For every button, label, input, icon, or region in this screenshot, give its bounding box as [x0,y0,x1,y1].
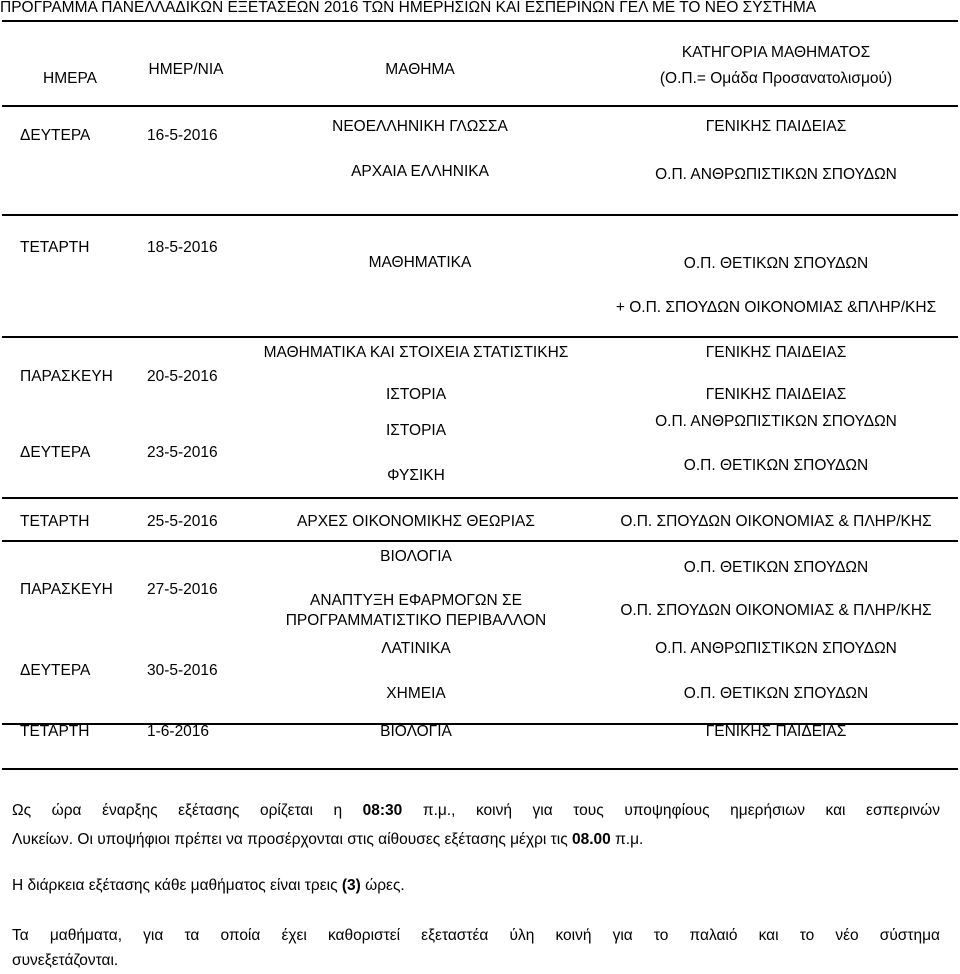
note-p1-time2: 08.00 [572,831,611,848]
r3-date2: 23-5-2016 [147,444,218,461]
note-p2-a: Η διάρκεια εξέτασης κάθε μαθήματος είναι τρεις [12,877,342,894]
r5-day2: ΔΕΥΤΕΡΑ [20,662,91,679]
note-paragraph3-line1: Τα μαθήματα, για τα οποία έχει καθοριστεί εξεταστέα ύλη κοινή για το παλαιό και το νέο σύστημα [12,927,940,944]
r5-date1: 27-5-2016 [147,581,218,598]
r5-day1: ΠΑΡΑΣΚΕΥΗ [20,581,113,598]
exam-schedule-table [0,20,960,782]
note-paragraph3-line2: συνεξετάζονται. [12,952,119,969]
r1-category1: ΓΕΝΙΚΗΣ ΠΑΙΔΕΙΑΣ [705,118,847,135]
note-paragraph2 [12,874,940,897]
table-header-rule [2,105,958,107]
r3-category4: Ο.Π. ΘΕΤΙΚΩΝ ΣΠΟΥΔΩΝ [683,457,869,474]
r4-day: ΤΕΤΑΡΤΗ [20,513,90,530]
note-paragraph1-line2 [12,828,940,851]
r5-subject1: ΒΙΟΛΟΓΙΑ [380,548,452,565]
note-p1-b: π.μ., κοινή για τους υποψηφίους ημερήσιων και εσπερινών [402,802,940,819]
r3-category3: Ο.Π. ΑΝΘΡΩΠΙΣΤΙΚΩΝ ΣΠΟΥΔΩΝ [655,413,897,430]
note-p2-b: ώρες. [360,877,405,894]
r1-day: ΔΕΥΤΕΡΑ [20,127,91,144]
r2-category2: + Ο.Π. ΣΠΟΥΔΩΝ ΟΙΚΟΝΟΜΙΑΣ &ΠΛΗΡ/ΚΗΣ [615,299,937,316]
r1-category2: Ο.Π. ΑΝΘΡΩΠΙΣΤΙΚΩΝ ΣΠΟΥΔΩΝ [655,166,897,183]
r5-category3: Ο.Π. ΑΝΘΡΩΠΙΣΤΙΚΩΝ ΣΠΟΥΔΩΝ [655,640,897,657]
r5-date2: 30-5-2016 [147,662,218,679]
r3-subject1: ΜΑΘΗΜΑΤΙΚΑ ΚΑΙ ΣΤΟΙΧΕΙΑ ΣΤΑΤΙΣΤΙΚΗΣ [263,344,569,361]
r6-date: 1-6-2016 [147,723,210,740]
note-paragraph1-line1 [12,799,940,822]
note-p1-c: Λυκείων. Οι υποψήφιοι πρέπει να προσέρχονται στις αίθουσες εξέτασης μέχρι τις [12,831,572,848]
r5-category4: Ο.Π. ΘΕΤΙΚΩΝ ΣΠΟΥΔΩΝ [683,685,869,702]
table-bottom-rule [2,768,958,770]
r3-day1: ΠΑΡΑΣΚΕΥΗ [20,368,113,385]
header-category-line2: (Ο.Π.= Ομάδα Προσανατολισμού) [659,70,893,87]
note-p2-num: (3) [341,877,361,894]
r1-subject1: ΝΕΟΕΛΛΗΝΙΚΗ ΓΛΩΣΣΑ [332,118,508,135]
header-date: ΗΜΕΡ/ΝΙΑ [148,61,224,78]
r5-subject2-line1: ΑΝΑΠΤΥΞΗ ΕΦΑΡΜΟΓΩΝ ΣΕ [310,592,522,609]
r1-date: 16-5-2016 [147,127,218,144]
table-rule-r3 [2,497,958,499]
r3-date1: 20-5-2016 [147,368,218,385]
document-title: ΠΡΟΓΡΑΜΜΑ ΠΑΝΕΛΛΑΔΙΚΩΝ ΕΞΕΤΑΣΕΩΝ 2016 ΤΩΝ ΗΜΕΡΗΣΙΩΝ ΚΑΙ ΕΣΠΕΡΙΝΩΝ ΓΕΛ ΜΕ ΤΟ ΝΕΟ ΣΥΣΤΗΜΑ [0,0,817,16]
header-subject: ΜΑΘΗΜΑ [385,61,455,78]
r5-category1: Ο.Π. ΘΕΤΙΚΩΝ ΣΠΟΥΔΩΝ [683,559,869,576]
r6-subject1: ΒΙΟΛΟΓΙΑ [380,723,452,740]
note-p1-a: Ως ώρα έναρξης εξέτασης ορίζεται η [12,802,363,819]
r3-subject4: ΦΥΣΙΚΗ [387,467,445,484]
header-day: ΗΜΕΡΑ [43,70,97,87]
r1-subject2: ΑΡΧΑΙΑ ΕΛΛΗΝΙΚΑ [351,163,489,180]
table-top-rule [2,20,958,22]
table-rule-r2 [2,336,958,338]
r6-day: ΤΕΤΑΡΤΗ [20,723,90,740]
note-p1-time: 08:30 [362,802,403,819]
r5-subject2-line2: ΠΡΟΓΡΑΜΜΑΤΙΣΤΙΚΟ ΠΕΡΙΒΑΛΛΟΝ [285,612,547,629]
table-rule-r1 [2,214,958,216]
r4-subject1: ΑΡΧΕΣ ΟΙΚΟΝΟΜΙΚΗΣ ΘΕΩΡΙΑΣ [297,513,535,530]
header-category-line1: ΚΑΤΗΓΟΡΙΑ ΜΑΘΗΜΑΤΟΣ [681,44,871,61]
r5-subject4: ΧΗΜΕΙΑ [386,685,446,702]
r3-day2: ΔΕΥΤΕΡΑ [20,444,91,461]
r3-subject3: ΙΣΤΟΡΙΑ [385,422,447,439]
r5-category2: Ο.Π. ΣΠΟΥΔΩΝ ΟΙΚΟΝΟΜΙΑΣ & ΠΛΗΡ/ΚΗΣ [620,602,932,619]
r6-category1: ΓΕΝΙΚΗΣ ΠΑΙΔΕΙΑΣ [705,723,847,740]
note-p1-d: π.μ. [610,831,644,848]
r4-category1: Ο.Π. ΣΠΟΥΔΩΝ ΟΙΚΟΝΟΜΙΑΣ & ΠΛΗΡ/ΚΗΣ [620,513,932,530]
r4-date: 25-5-2016 [147,513,218,530]
r3-subject2: ΙΣΤΟΡΙΑ [385,386,447,403]
r2-category1: Ο.Π. ΘΕΤΙΚΩΝ ΣΠΟΥΔΩΝ [683,255,869,272]
r5-subject3: ΛΑΤΙΝΙΚΑ [381,640,451,657]
table-rule-r4 [2,540,958,542]
r2-date: 18-5-2016 [147,239,218,256]
r3-category2: ΓΕΝΙΚΗΣ ΠΑΙΔΕΙΑΣ [705,386,847,403]
r3-category1: ΓΕΝΙΚΗΣ ΠΑΙΔΕΙΑΣ [705,344,847,361]
r2-subject1: ΜΑΘΗΜΑΤΙΚΑ [368,254,472,271]
r2-day: ΤΕΤΑΡΤΗ [20,239,90,256]
